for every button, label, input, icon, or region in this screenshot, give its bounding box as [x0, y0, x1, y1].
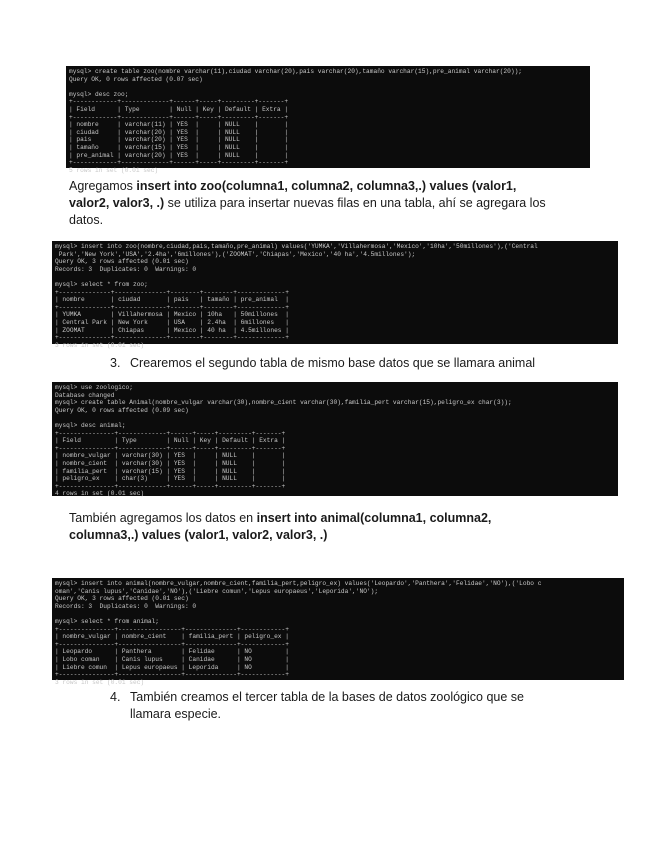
terminal-line: +--------------+--------------+--------+--------+-------------+ [55, 303, 289, 311]
terminal-line [55, 273, 615, 281]
terminal-line: Query OK, 3 rows affected (0.01 sec) [55, 258, 189, 266]
terminal-line: mysql> create table Animal(nombre_vulgar varchar(30),nombre_cient varchar(30),familia_pert varchar(15),peligro_ex char(3)); [55, 399, 512, 407]
terminal-line: mysql> select * from zoo; [55, 280, 148, 288]
terminal-line: oman','Canis lupus','Canidae','NO'),('Liebre comun','Lepus europaeus','Leporida','NO'); [55, 587, 379, 595]
terminal-line: | pais | varchar(20) | YES | | NULL | | [69, 136, 289, 144]
paragraph-text: datos. [69, 213, 104, 227]
terminal-line: | Field | Type | Null | Key | Default | Extra | [55, 437, 286, 445]
terminal-line: | Field | Type | Null | Key | Default | Extra | [69, 105, 289, 113]
item-number: 3. [110, 356, 121, 370]
terminal-line: 5 rows in set (0.01 sec) [69, 166, 159, 174]
terminal-line: +---------------+-----------------+--------------+------------+ [55, 625, 289, 633]
terminal-line: +---------------+-----------------+--------------+------------+ [55, 640, 289, 648]
paragraph-insert-zoo [69, 178, 579, 229]
terminal-line: | Leopardo | Panthera | Felidae | NO | [55, 648, 289, 656]
terminal-line: 3 rows in set (0.01 sec) [55, 678, 145, 686]
terminal-line [55, 414, 615, 422]
terminal-screenshot-create-animal [52, 382, 618, 496]
terminal-screenshot-insert-zoo [52, 241, 618, 349]
terminal-line: mysql> insert into zoo(nombre,ciudad,pais,tamaño,pre_animal) values('YUMKA','Villahermosa','Mexico','10ha','50millones'),('Central [55, 243, 538, 250]
sql-syntax-bold: insert into zoo(columna1, columna2, columna3,.) values (valor1, [136, 179, 517, 193]
terminal-line: +--------------+--------------+--------+--------+-------------+ [55, 288, 289, 296]
terminal-line: +------------+-------------+------+-----+---------+-------+ [69, 98, 289, 106]
paragraph-text: También agregamos los datos en [69, 511, 257, 525]
terminal-line: +--------------+--------------+--------+--------+-------------+ [55, 334, 289, 342]
numbered-item-4 [110, 689, 590, 725]
terminal-line: | nombre | varchar(11) | YES | | NULL | | [69, 121, 289, 129]
terminal-line: 4 rows in set (0.01 sec) [55, 490, 145, 498]
terminal-line: Database changed [55, 391, 115, 399]
terminal-line: +------------+-------------+------+-----+---------+-------+ [69, 159, 289, 167]
item-text: Crearemos el segundo tabla de mismo base datos que se llamara animal [130, 356, 536, 370]
terminal-screenshot-insert-animal [52, 578, 624, 686]
terminal-line: | ZOOMAT | Chiapas | Mexico | 40 ha | 4.5millones | [55, 326, 289, 334]
terminal-line: mysql> select * from animal; [55, 617, 159, 625]
terminal-line: Query OK, 0 rows affected (0.09 sec) [55, 406, 189, 414]
terminal-line: | nombre | ciudad | pais | tamaño | pre_animal | [55, 296, 289, 304]
terminal-screenshot-create-zoo [66, 66, 590, 174]
terminal-line: 3 rows in set (0.01 sec) [55, 341, 145, 349]
terminal-line: | peligro_ex | char(3) | YES | | NULL | | [55, 475, 286, 483]
numbered-item-3 [110, 355, 590, 373]
terminal-line: mysql> desc animal; [55, 421, 126, 429]
terminal-line: | familia_pert | varchar(15) | YES | | NULL | | [55, 467, 286, 475]
sql-syntax-bold: columna3,.) values (valor1, valor2, valor3, .) [69, 528, 328, 542]
terminal-line: | nombre_vulgar | varchar(30) | YES | | NULL | | [55, 452, 286, 460]
terminal-line: | YUMKA | Villahermosa | Mexico | 10ha | 50millones | [55, 311, 289, 319]
terminal-line: mysql> insert into animal(nombre_vulgar,nombre_cient,familia_pert,peligro_ex) values('Leopardo','Panthera','Felidae','NO'),('Lobo c [55, 580, 542, 587]
terminal-line: | nombre_cient | varchar(30) | YES | | NULL | | [55, 459, 286, 467]
terminal-line: +------------+-------------+------+-----+---------+-------+ [69, 113, 289, 121]
terminal-line: | pre_animal | varchar(20) | YES | | NULL | | [69, 151, 289, 159]
terminal-line: +---------------+-------------+------+-----+---------+-------+ [55, 482, 286, 490]
terminal-line: mysql> desc zoo; [69, 90, 129, 98]
terminal-line: | ciudad | varchar(20) | YES | | NULL | | [69, 128, 289, 136]
item-text-line-1: También creamos el tercer tabla de la bases de datos zoológico que se [130, 690, 524, 704]
terminal-line: | tamaño | varchar(15) | YES | | NULL | | [69, 143, 289, 151]
terminal-line: | Central Park | New York | USA | 2.4ha | 6millones | [55, 318, 289, 326]
terminal-line: | Lobo coman | Canis lupus | Canidae | NO | [55, 655, 289, 663]
terminal-line: mysql> use zoologico; [55, 384, 133, 391]
terminal-line: mysql> create table zoo(nombre varchar(11),ciudad varchar(20),pais varchar(20),tamaño varchar(15),pre_animal varchar(20)); [69, 68, 522, 75]
terminal-line [55, 610, 621, 618]
terminal-line: Park','New York','USA','2.4ha','6millones'),('ZOOMAT','Chiapas','Mexico','40 ha','4.5millones'); [55, 250, 416, 258]
terminal-line: Query OK, 0 rows affected (0.07 sec) [69, 75, 203, 83]
terminal-line: +---------------+-------------+------+-----+---------+-------+ [55, 444, 286, 452]
item-text-line-2: llamara especie. [130, 707, 222, 721]
terminal-line: +---------------+-------------+------+-----+---------+-------+ [55, 429, 286, 437]
terminal-line: Query OK, 3 rows affected (0.01 sec) [55, 595, 189, 603]
paragraph-insert-animal [69, 510, 579, 544]
terminal-line: +---------------+-----------------+--------------+------------+ [55, 671, 289, 679]
item-number: 4. [110, 690, 121, 704]
terminal-line: Records: 3 Duplicates: 0 Warnings: 0 [55, 265, 197, 273]
paragraph-text: Agregamos [69, 179, 137, 193]
terminal-line: | nombre_vulgar | nombre_cient | familia_pert | peligro_ex | [55, 633, 289, 641]
terminal-line: | Liebre comun | Lepus europaeus | Leporida | NO | [55, 663, 289, 671]
sql-syntax-bold: valor2, valor3, .) [69, 196, 165, 210]
terminal-line [69, 83, 587, 91]
terminal-line: Records: 3 Duplicates: 0 Warnings: 0 [55, 602, 197, 610]
paragraph-text: se utiliza para insertar nuevas filas en una tabla, ahí se agregara los [164, 196, 546, 210]
sql-syntax-bold: insert into animal(columna1, columna2, [256, 511, 492, 525]
